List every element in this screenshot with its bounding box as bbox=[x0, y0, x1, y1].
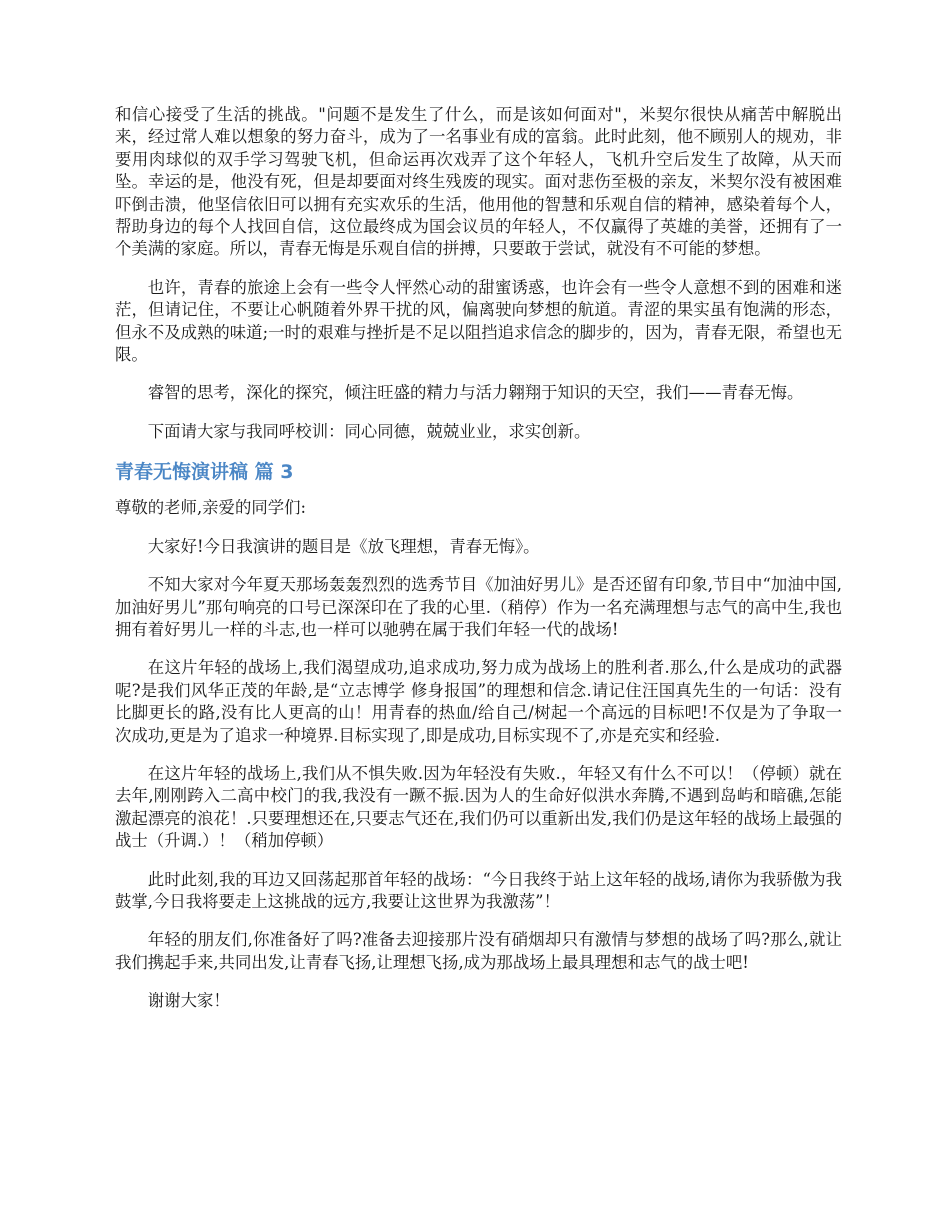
paragraph: 不知大家对今年夏天那场轰轰烈烈的选秀节目《加油好男儿》是否还留有印象,节目中“加油中国,加油好男儿”那句响亮的口号已深深印在了我的心里.（稍停）作为一名充满理想与志气的高中生,我也拥有着好男儿一样的斗志,也一样可以驰骋在属于我们年轻一代的战场! bbox=[115, 575, 842, 639]
paragraph: 年轻的朋友们,你准备好了吗?准备去迎接那片没有硝烟却只有激情与梦想的战场了吗?那么,就让我们携起手来,共同出发,让青春飞扬,让理想飞扬,成为那战场上最具理想和志气的战士吧! bbox=[115, 930, 842, 972]
paragraph-closing: 谢谢大家！ bbox=[147, 991, 230, 1011]
paragraph: 也许，青春的旅途上会有一些令人怦然心动的甜蜜诱惑，也许会有一些令人意想不到的困难和迷茫，但请记住，不要让心帆随着外界干扰的风，偏离驶向梦想的航道。青涩的果实虽有饱满的形态，但永不及成熟的味道;一时的艰难与挫折是不足以阻挡追求信念的脚步的，因为，青春无限，希望也无限。 bbox=[115, 277, 842, 365]
paragraph: 在这片年轻的战场上,我们渴望成功,追求成功,努力成为战场上的胜利者.那么,什么是成功的武器呢?是我们风华正茂的年龄,是“立志博学 修身报国”的理想和信念.请记住汪国真先生的一句话：没有比脚更长的路,没有比人更高的山！用青春的热血/给自己/树起一个高远的目标吧!不仅是为了争取一次成功,更是为了追求一种境界.目标实现了,即是成功,目标实现不了,亦是充实和经验. bbox=[115, 658, 842, 745]
paragraph-continuation: 和信心接受了生活的挑战。"问题不是发生了什么，而是该如何面对"，米契尔很快从痛苦中解脱出来，经过常人难以想象的努力奋斗，成为了一名事业有成的富翁。此时此刻，他不顾别人的规劝，非要用肉球似的双手学习驾驶飞机，但命运再次戏弄了这个年轻人，飞机升空后发生了故障，从天而坠。幸运的是，他没有死，但是却要面对终生残废的现实。面对悲伤至极的亲友，米契尔没有被困难吓倒击溃，他坚信依旧可以拥有充实欢乐的生活，他用他的智慧和乐观自信的精神，感染着每个人，帮助身边的每个人找回自信，这位最终成为国会议员的年轻人，不仅赢得了英雄的美誉，还拥有了一个美满的家庭。所以，青春无悔是乐观自信的拼搏，只要敢于尝试，就没有不可能的梦想。 bbox=[115, 105, 842, 259]
paragraph: 在这片年轻的战场上,我们从不惧失败.因为年轻没有失败.，年轻又有什么不可以！（停顿）就在去年,刚刚跨入二高中校门的我,我没有一蹶不振.因为人的生命好似洪水奔腾,不遇到岛屿和暗礁,怎能激起漂亮的浪花！.只要理想还在,只要志气还在,我们仍可以重新出发,我们仍是这年轻的战场上最强的战士（升调.）！（稍加停顿） bbox=[115, 763, 842, 851]
paragraph: 大家好!今日我演讲的题目是《放飞理想，青春无悔》。 bbox=[147, 536, 540, 556]
paragraph: 下面请大家与我同呼校训：同心同德，兢兢业业，求实创新。 bbox=[147, 421, 591, 441]
paragraph: 此时此刻,我的耳边又回荡起那首年轻的战场：“今日我终于站上这年轻的战场,请你为我骄傲为我鼓掌,今日我将要走上这挑战的远方,我要让这世界为我激荡”！ bbox=[115, 869, 842, 911]
paragraph: 睿智的思考，深化的探究，倾注旺盛的精力与活力翱翔于知识的天空，我们——青春无悔。 bbox=[147, 383, 804, 403]
section-heading: 青春无悔演讲稿 篇 3 bbox=[115, 461, 294, 484]
document-page bbox=[115, 104, 842, 1029]
greeting: 尊敬的老师,亲爱的同学们: bbox=[115, 498, 307, 518]
